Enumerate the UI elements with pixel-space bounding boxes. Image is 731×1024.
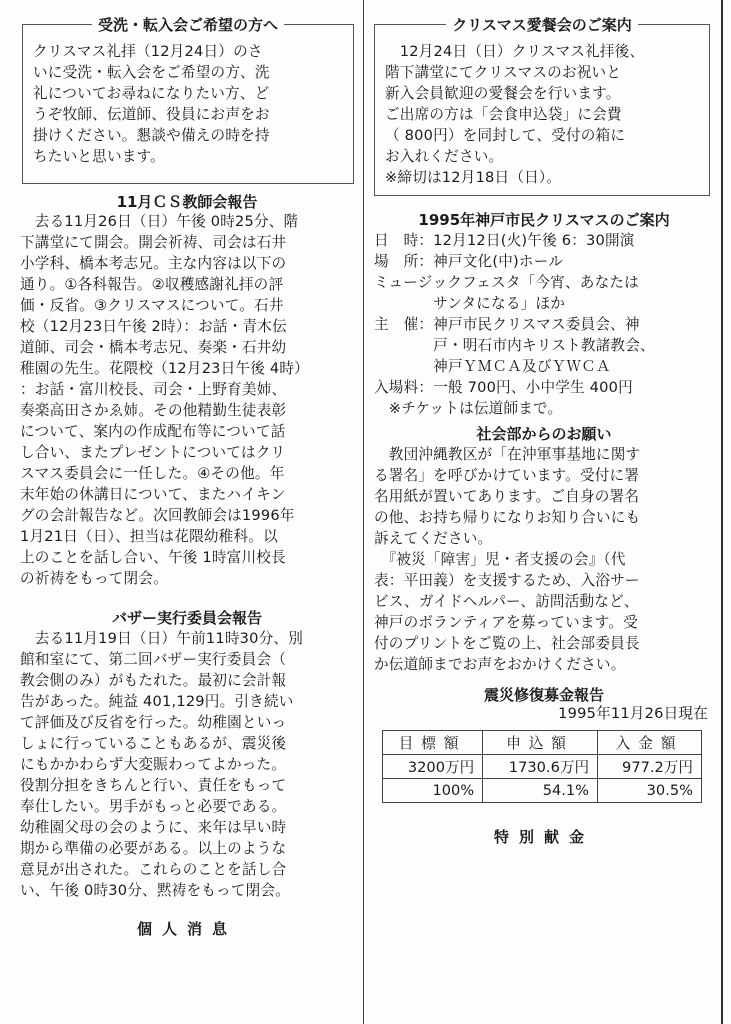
fund-amount-target: 3200万円: [383, 755, 483, 779]
fund-table: [382, 730, 702, 803]
fund-percent-received: 30.5%: [598, 779, 702, 803]
kobe-christmas-title: 1995年神戸市民クリスマスのご案内: [418, 211, 670, 229]
baptism-title: 受洗・転入会ご希望の方へ: [92, 16, 284, 34]
personal-news-title: 個人消息: [136, 920, 237, 938]
baptism-notice-box: [22, 16, 354, 184]
special-offering-title: 特別献金: [493, 828, 594, 846]
bazaar-report-title: バザー実行委員会報告: [111, 609, 262, 627]
christmas-party-body: 12月24日（日）クリスマス礼拝後、 階下講堂にてクリスマスのお祝いと 新入会員歓迎の愛餐会を行います。 ご出席の方は「会食申込袋」に会費 （ 800円）を同封して、受付の箱に お入れください。 ※締切は12月18日（日）。: [385, 43, 645, 186]
fund-amount-pledged: 1730.6万円: [483, 755, 598, 779]
fund-title: 震災修復募金報告: [483, 686, 604, 704]
social-request-body: 教団沖縄教区が「在沖軍事基地に関す る署名」を呼びかけています。受付に署 名用紙が置いてあります。ご自身の署名 の他、お持ち帰りになりお知り合いにも 訴えてください。 『被災「障害」児・者支援の会』（代 表：平田義）を支援するため、入浴サー ビス、ガイドヘルパー、訪問活動など、 神戸のボランティアを募っています。受 付のプリントをご覧の上、社会部委員長 か伝道師までお声をおかけください。: [374, 446, 641, 673]
christmas-party-box: [374, 16, 710, 196]
column-divider: [363, 0, 364, 1024]
fund-header-target: 目標額: [383, 731, 483, 755]
social-request-title: 社会部からのお願い: [476, 425, 612, 443]
kobe-christmas-body: 日 時：12月12日(火)午後 6：30開演 場 所：神戸文化(中)ホール ミュージックフェスタ「今宵、あなたは サンタになる」ほか 主 催：神戸市民クリスマス委員会、神 戸・明石市内キリスト教諸教会、 神戸ＹＭＣＡ及びＹＷＣＡ 入場料：一般 700円、小中学生 400円 ※チケットは伝道師まで。: [374, 232, 655, 417]
fund-amount-row: [383, 755, 702, 779]
fund-header-received: 入金額: [598, 731, 702, 755]
fund-header-row: [383, 731, 702, 755]
fund-date: 1995年11月26日現在: [558, 705, 708, 722]
fund-percent-row: [383, 779, 702, 803]
christmas-party-title: クリスマス愛餐会のご案内: [446, 16, 637, 34]
baptism-body: クリスマス礼拝（12月24日）のさ いに受洗・転入会をご希望の方、洗 礼についてお尋ねになりたい方、ど うぞ牧師、伝道師、役員にお声をお 掛けください。懇談や備えの時を持 ちたいと思います。: [33, 43, 270, 165]
fund-percent-pledged: 54.1%: [483, 779, 598, 803]
right-column: [374, 6, 714, 1018]
cs-report-title: 11月ＣＳ教師会報告: [116, 193, 258, 211]
bazaar-report-body: 去る11月19日（日）午前11時30分、別 館和室にて、第二回バザー実行委員会（ 教会側のみ）がもたれた。最初に会計報 告があった。純益 401,129円。引き続い て評価及び反省を行った。幼稚園といっ しょに行っていることもあるが、震災後 にもかかわらず大変賑わってよかった。 役割分担をきちんと行い、責任をもって 奉仕したい。男手がもっと必要である。 幼稚園父母の会のように、来年は早い時 期から準備の必要がある。以上のような 意見が出された。これらのことを話し合 い、午後 0時30分、黙祷をもって閉会。: [20, 630, 303, 899]
fund-percent-target: 100%: [383, 779, 483, 803]
fund-amount-received: 977.2万円: [598, 755, 702, 779]
right-border: [721, 0, 723, 1024]
cs-report-body: 去る11月26日（日）午後 0時25分、階 下講堂にて開会。開会祈祷、司会は石井 小学科、橋本考志兄。主な内容は以下の 通り。①各科報告。②収穫感謝礼拝の評 価・反省。③クリスマスについて。石井 校（12月23日午後 2時）：お話・青木伝 道師、司会・橋本考志兄、奏楽・石井幼 稚園の先生。花隈校（12月23日午後 4時） ：お話・富川校長、司会・上野育美姉、 奏楽高田さかゑ姉。その他精勤生徒表彰 について、案内の作成配布等について話 し合い、またプレゼントについてはクリ スマス委員会に一任した。④その他。年 末年始の休講日について、またハイキン グの会計報告など。次回教師会は1996年 1月21日（日）、担当は花隈幼稚科。以 上のことを話し合い、午後 1時富川校長 の祈祷をもって閉会。: [20, 213, 309, 587]
fund-header-pledged: 申込額: [483, 731, 598, 755]
left-column: [20, 6, 354, 1018]
